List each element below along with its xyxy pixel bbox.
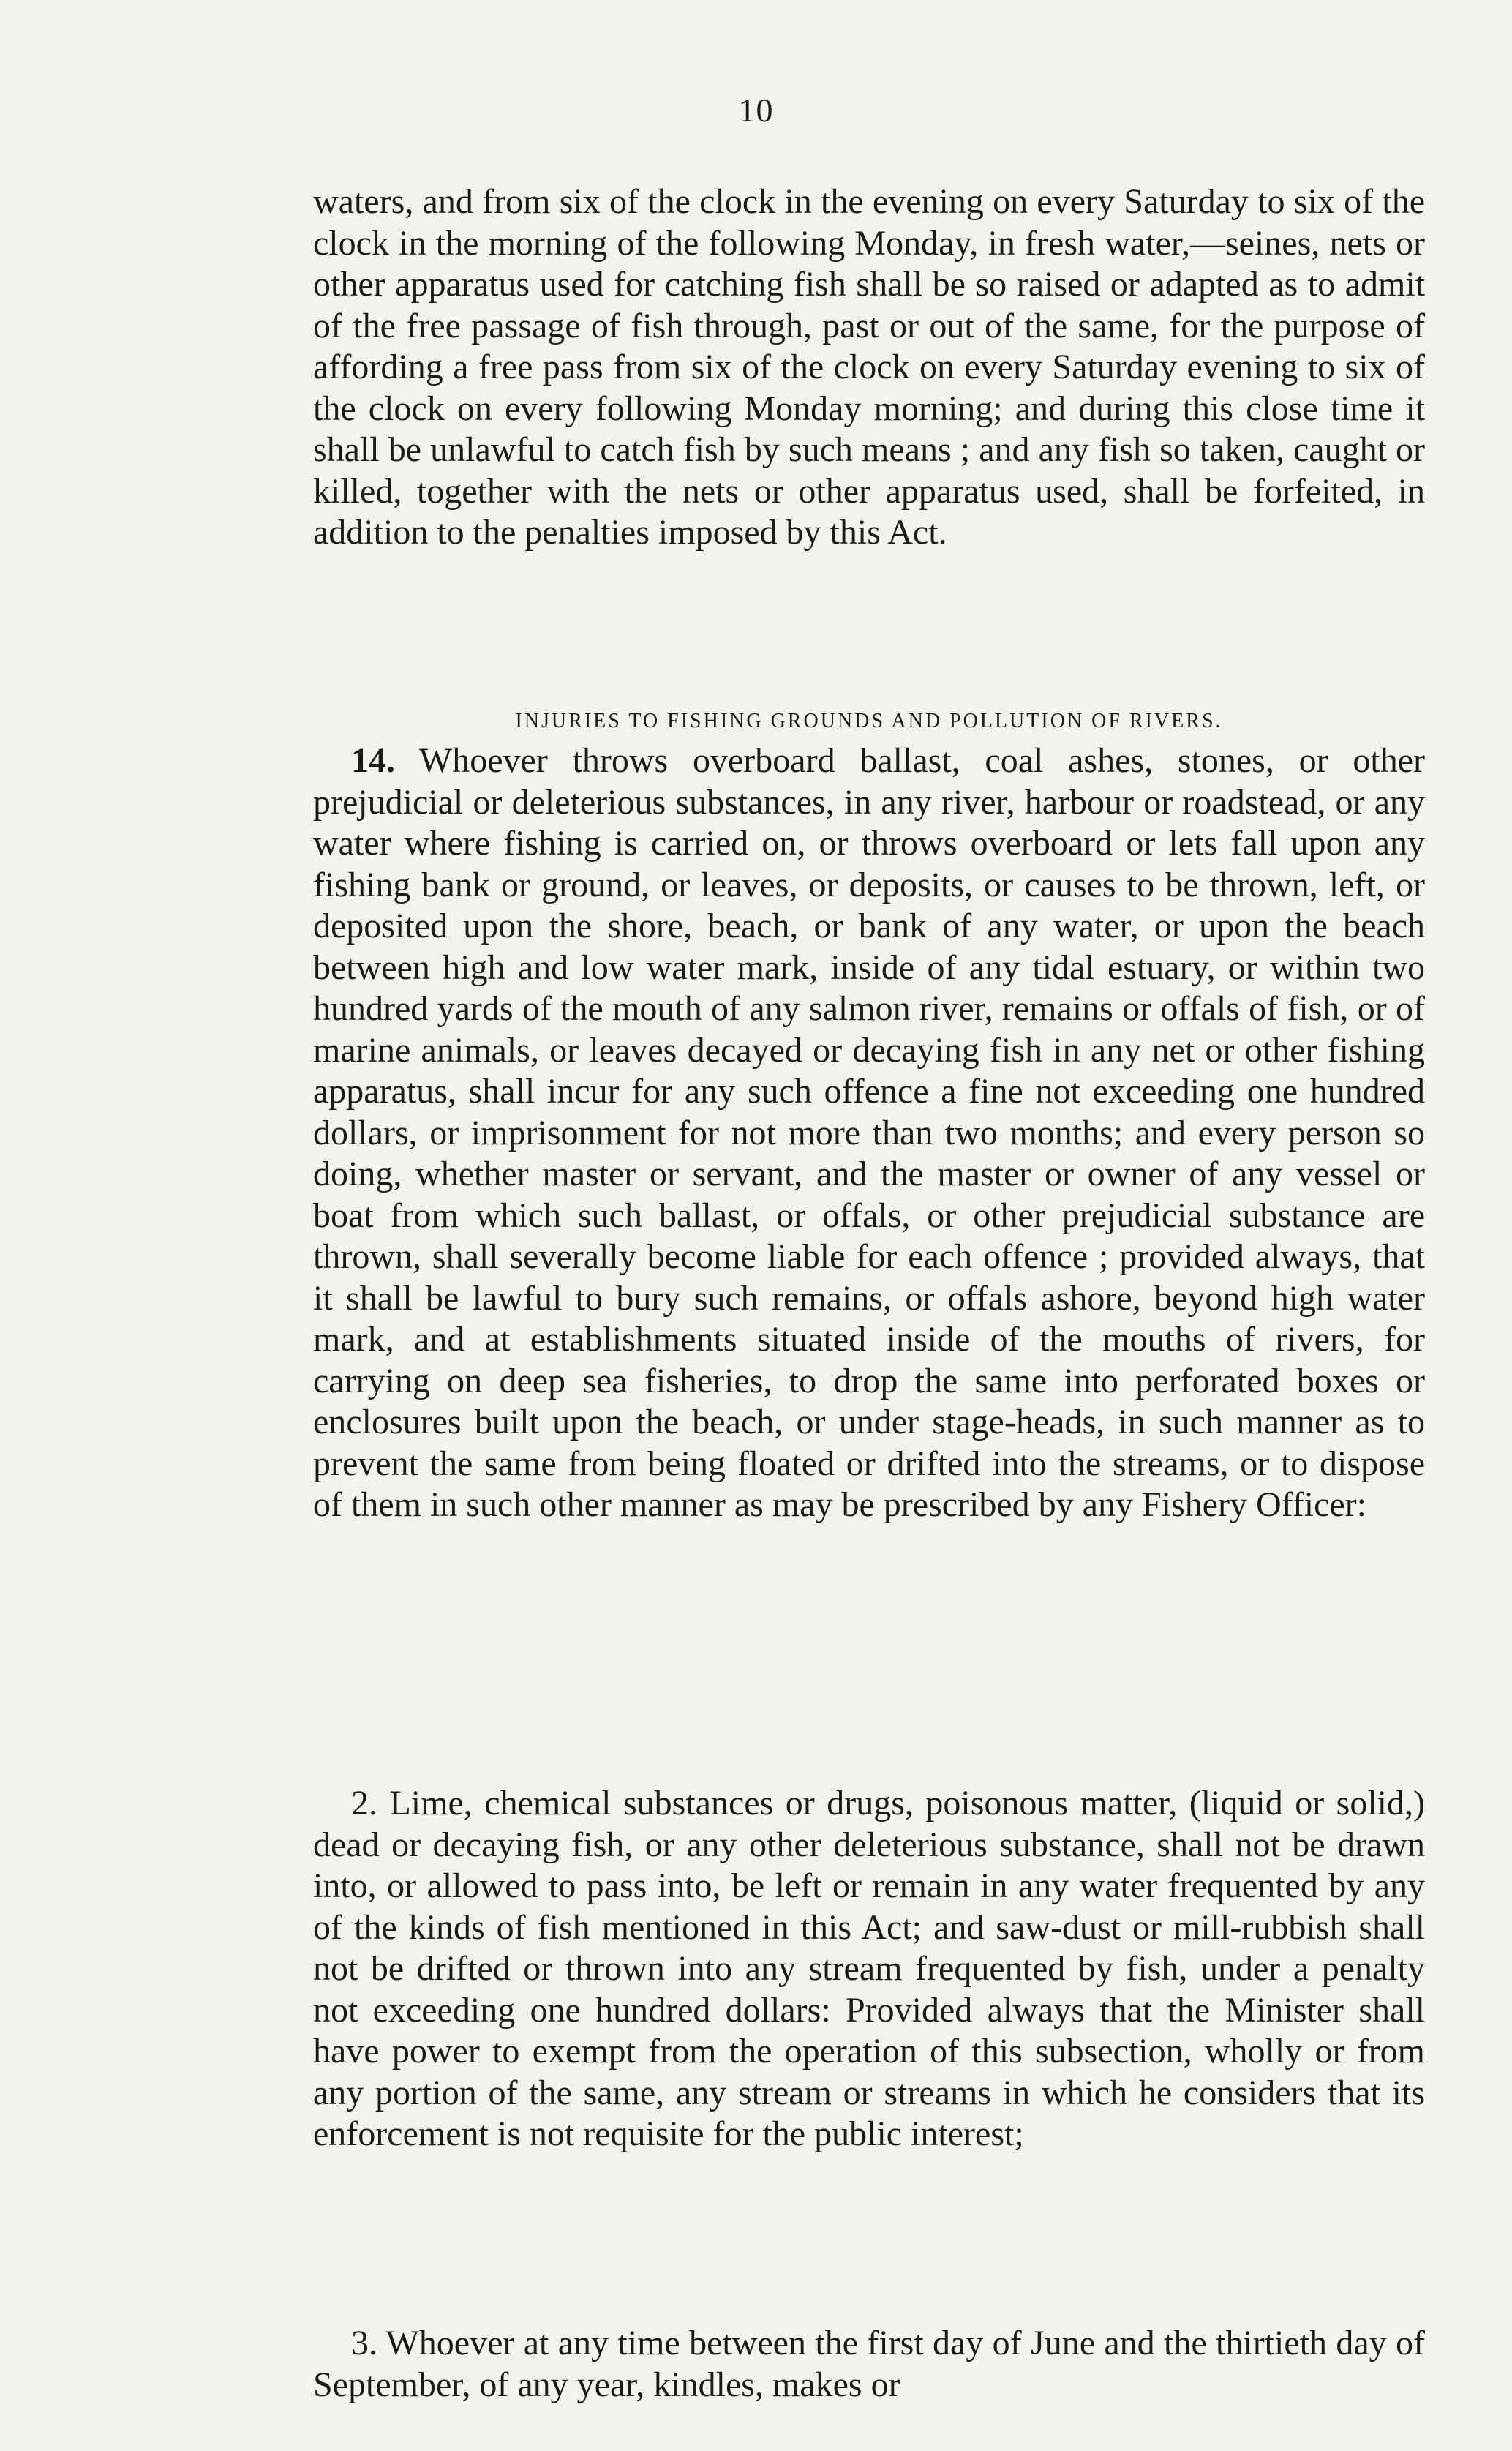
subsection-2-text: Lime, chemical substances or drugs, poisonous matter, (liquid or solid,) dead or decaying fish, or any other deleterious substance, shall not be drawn into, or allowed to pass into, be left or remain in any water frequented by any of the kinds of fish mentioned in this Act; and saw-dust or mill-rubbish shall not be drifted or thrown into any stream frequented by fish, under a penalty not exceeding one hundred dollars: Provided always that the Minister shall have power to exempt from the operation of this subsection, wholly or from any portion of the same, any stream or streams in which he considers that its enforcement is not requisite for the public interest;	[313, 1784, 1425, 2153]
subsection-3-text: Whoever at any time between the first day of June and the thirtieth day of September, of any year, kindles, makes or	[313, 2324, 1425, 2404]
section-14-paragraph	[313, 740, 1425, 1526]
page-number: 10	[738, 91, 774, 129]
section-heading: INJURIES TO FISHING GROUNDS AND POLLUTION OF RIVERS.	[515, 710, 1223, 732]
subsection-2-paragraph	[313, 1783, 1425, 2155]
subsection-2-number: 2.	[351, 1784, 377, 1823]
section-13-continuation	[313, 181, 1425, 554]
section-14	[313, 740, 1425, 1526]
subsection-3-paragraph	[313, 2323, 1425, 2406]
subsection-3-number: 3.	[351, 2324, 377, 2362]
subsection-2	[313, 1783, 1425, 2155]
section-14-text: Whoever throws overboard ballast, coal ashes, stones, or other prejudicial or deleterious substances, in any river, harbour or roadstead, or any water where fishing is carried on, or throws overboard or lets fall upon any fishing bank or ground, or leaves, or deposits, or causes to be thrown, left, or deposited upon the shore, beach, or bank of any water, or upon the beach between high and low water mark, inside of any tidal estuary, or within two hundred yards of the mouth of any salmon river, remains or offals of fish, or of marine animals, or leaves decayed or decaying fish in any net or other fishing apparatus, shall incur for any such offence a fine not exceeding one hundred dollars, or imprisonment for not more than two months; and every person so doing, whether master or servant, and the master or owner of any vessel or boat from which such ballast, or offals, or other prejudicial substance are thrown, shall severally become liable for each offence ; provided always, that it shall be lawful to bury such remains, or offals ashore, beyond high water mark, and at establishments situated inside of the mouths of rivers, for carrying on deep sea fisheries, to drop the same into perforated boxes or enclosures built upon the beach, or under stage-heads, in such manner as to prevent the same from being floated or drifted into the streams, or to dispose of them in such other manner as may be prescribed by any Fishery Officer:	[313, 741, 1425, 1524]
section-number: 14.	[351, 741, 395, 780]
paragraph-text: waters, and from six of the clock in the evening on every Saturday to six of the clock in the morning of the following Monday, in fresh water,—seines, nets or other apparatus used for catching fish shall be so raised or adapted as to admit of the free passage of fish through, past or out of the same, for the purpose of affording a free pass from six of the clock on every Saturday evening to six of the clock on every following Monday morning; and during this close time it shall be unlawful to catch fish by such means ; and any fish so taken, caught or killed, together with the nets or other apparatus used, shall be forfeited, in addition to the penalties imposed by this Act.	[313, 182, 1425, 552]
subsection-3	[313, 2323, 1425, 2406]
